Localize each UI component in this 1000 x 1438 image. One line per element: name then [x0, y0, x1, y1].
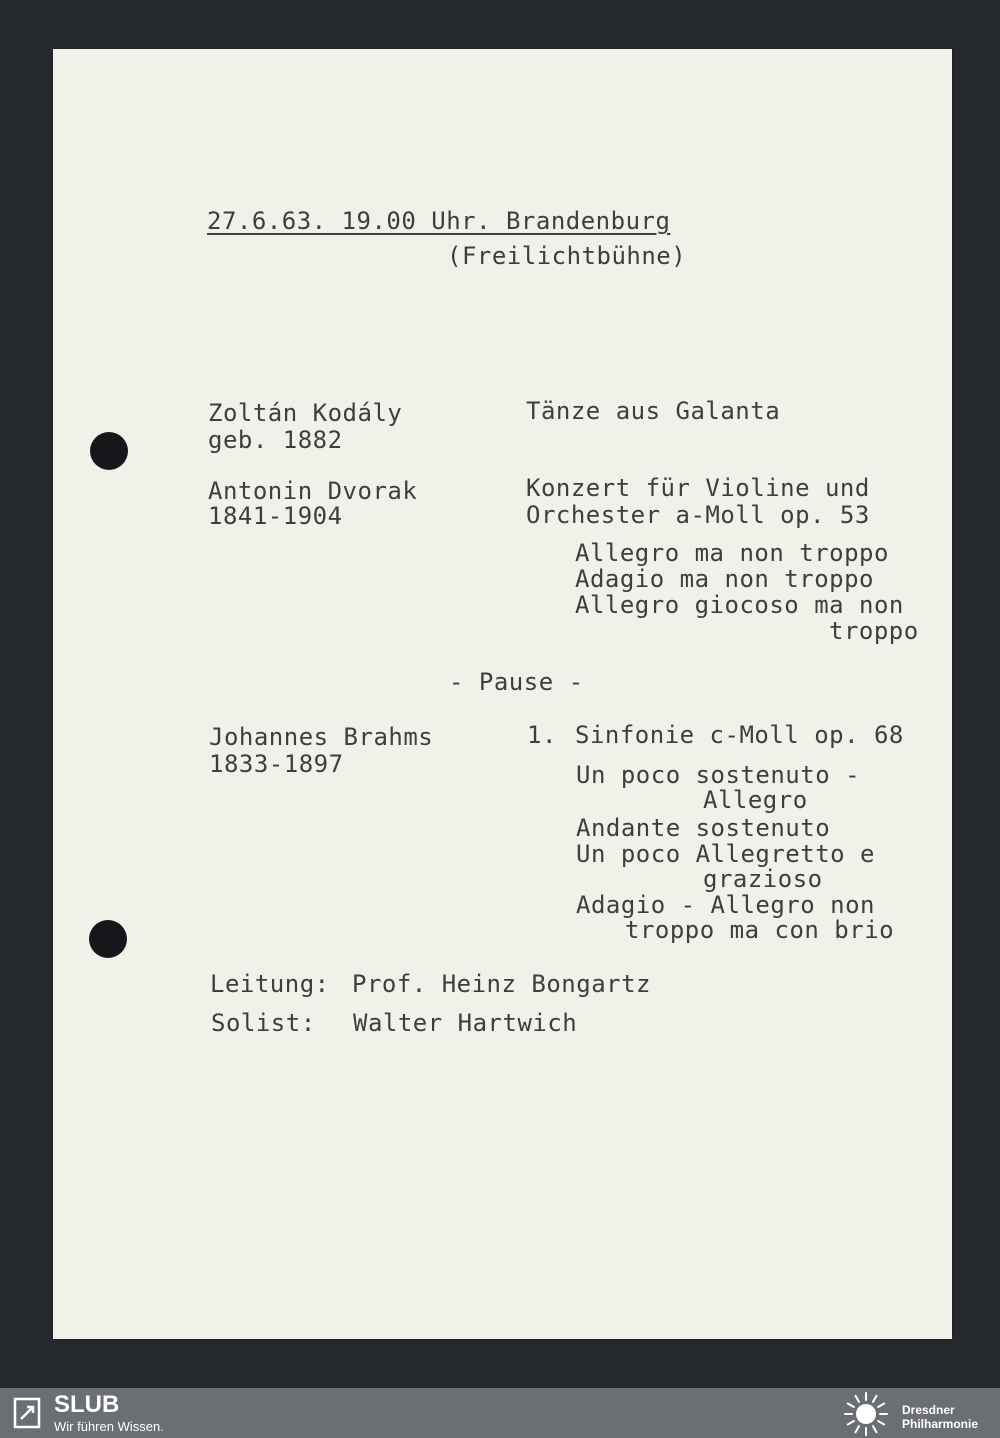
conductor-name: Prof. Heinz Bongartz — [352, 970, 651, 998]
movement: Adagio ma non troppo — [575, 565, 874, 593]
work-title: Orchester a-Moll op. 53 — [526, 501, 870, 529]
movement: grazioso — [703, 865, 823, 893]
composer-name: Zoltán Kodály — [208, 399, 403, 427]
slub-name: SLUB — [54, 1391, 120, 1418]
soloist-name: Walter Hartwich — [353, 1009, 578, 1037]
movement: troppo ma con brio — [625, 916, 895, 944]
work-number: 1. — [527, 721, 557, 749]
movement: Allegro — [703, 786, 808, 814]
movement: Allegro giocoso ma non — [575, 591, 904, 619]
punch-hole — [89, 920, 127, 958]
movement: Allegro ma non troppo — [575, 539, 889, 567]
philharmonie-sunburst-logo-icon — [842, 1390, 890, 1436]
composer-name: Johannes Brahms — [209, 723, 434, 751]
composer-name: Antonin Dvorak — [208, 477, 418, 505]
composer-dates: 1833-1897 — [209, 750, 344, 778]
movement: Adagio - Allegro non — [576, 891, 875, 919]
concert-date-venue: 27.6.63. 19.00 Uhr. Brandenburg — [207, 207, 671, 235]
punch-hole — [90, 432, 128, 470]
composer-dates: 1841-1904 — [208, 502, 343, 530]
partner-name-line1: Dresdner — [902, 1403, 955, 1417]
soloist-label: Solist: — [211, 1009, 316, 1037]
slub-tagline: Wir führen Wissen. — [54, 1419, 164, 1434]
work-title: Sinfonie c-Moll op. 68 — [575, 721, 904, 749]
slub-logo-icon — [12, 1396, 42, 1430]
movement: Un poco Allegretto e — [576, 840, 875, 868]
composer-dates: geb. 1882 — [208, 426, 343, 454]
intermission: - Pause - — [449, 668, 584, 696]
work-title: Konzert für Violine und — [526, 474, 870, 502]
conductor-label: Leitung: — [210, 970, 330, 998]
work-title: Tänze aus Galanta — [526, 397, 781, 425]
partner-name-line2: Philharmonie — [902, 1417, 979, 1431]
movement: Andante sostenuto — [576, 814, 831, 842]
movement: Un poco sostenuto - — [576, 761, 861, 789]
concert-location-note: (Freilichtbühne) — [447, 242, 687, 270]
movement: troppo — [829, 617, 919, 645]
